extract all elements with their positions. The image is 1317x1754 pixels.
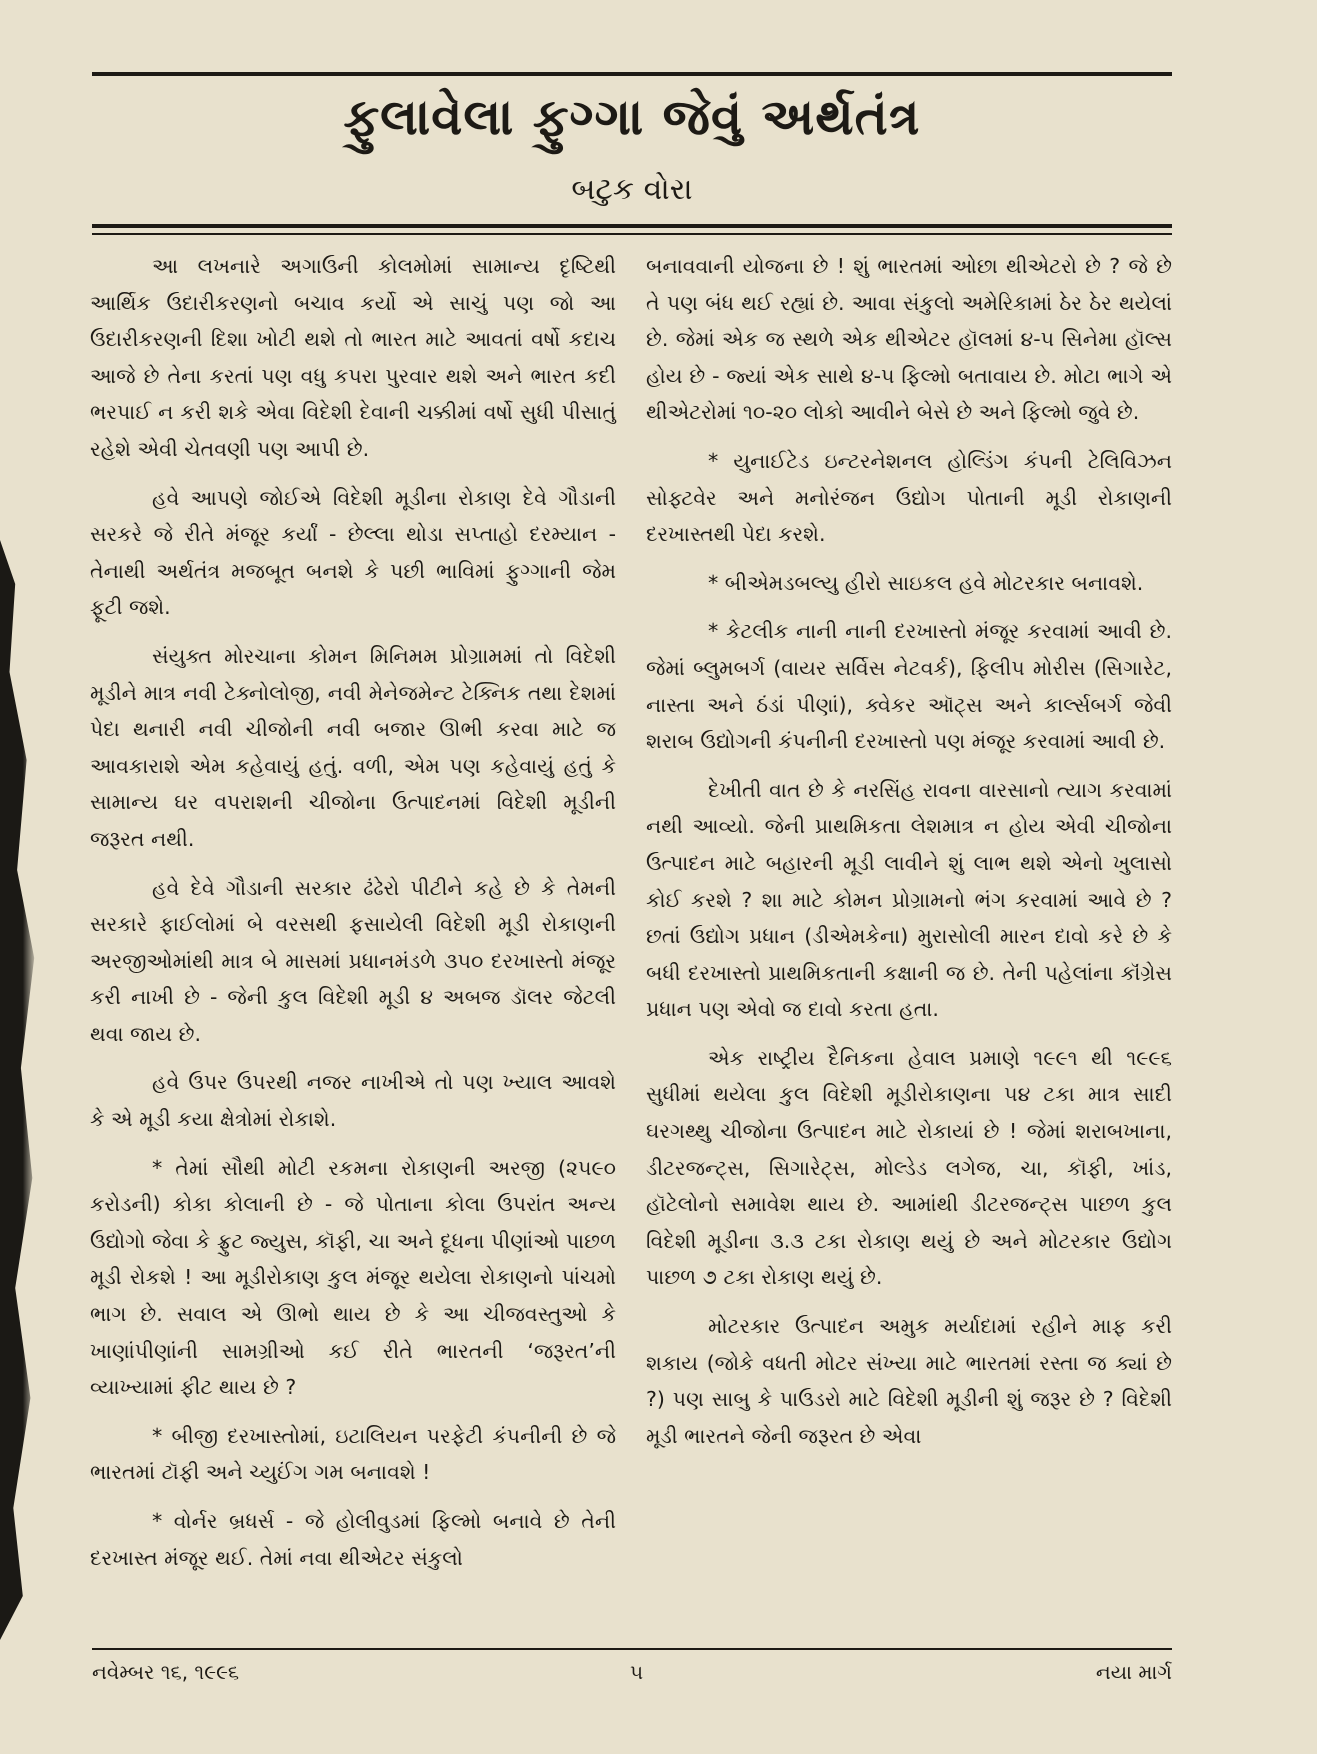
paragraph: * કેટલીક નાની નાની દરખાસ્તો મંજૂર કરવામાં આવી છે. જેમાં બ્લુમબર્ગ (વાયર સર્વિસ નેટવર્ક), ફિલીપ મોરીસ (સિગારેટ, નાસ્તા અને ઠંડાં પીણાં), ક્વેકર ઑટ્સ અને કાર્લ્સબર્ગ જેવી શરાબ ઉદ્યોગની કંપનીની દરખાસ્તો પણ મંજૂર કરવામાં આવી છે. [646,619,1172,754]
paragraph: બનાવવાની યોજના છે ! શું ભારતમાં ઓછા થીએટરો છે ? જે છે તે પણ બંધ થઈ રહ્યાં છે. આવા સંકુલો અમેરિકામાં ઠેર ઠેર થયેલાં છે. જેમાં એક જ સ્થળે એક થીએટર હૉલમાં ૪-૫ સિનેમા હૉલ્સ હોય છે - જ્યાં એક સાથે ૪-૫ ફિલ્મો બતાવાય છે. મોટા ભાગે એ થીએટરોમાં ૧૦-૨૦ લોકો આવીને બેસે છે અને ફિલ્મો જુવે છે. [646,254,1172,425]
paragraph: સંયુક્ત મોરચાના કોમન મિનિમમ પ્રોગ્રામમાં તો વિદેશી મૂડીને માત્ર નવી ટેક્નોલોજી, નવી મેનેજમેન્ટ ટેક્નિક તથા દેશમાં પેદા થનારી નવી ચીજોની નવી બજાર ઊભી કરવા માટે જ આવકારાશે એમ કહેવાયું હતું. વળી, એમ પણ કહેવાયું હતું કે સામાન્ય ઘર વપરાશની ચીજોના ઉત્પાદનમાં વિદેશી મૂડીની જરૂરત નથી. [90,643,616,851]
right-column [646,248,1172,1466]
page-number: ૫ [630,1660,644,1684]
top-rule [92,72,1172,76]
magazine-name: નયા માર્ગ [1095,1660,1172,1684]
paragraph: મોટરકાર ઉત્પાદન અમુક મર્યાદામાં રહીને માફ કરી શકાય (જોકે વધતી મોટર સંખ્યા માટે ભારતમાં રસ્તા જ ક્યાં છે ?) પણ સાબુ કે પાઉડરો માટે વિદેશી મૂડીની શું જરૂર છે ? વિદેશી મૂડી ભારતને જેની જરૂરત છે એવા [646,1314,1172,1448]
footer-date: નવેમ્બર ૧૬, ૧૯૯૬ [92,1660,240,1684]
article-title: ફુલાવેલા ફુગ્ગા જેવું અર્થતંત્ર [343,88,921,146]
left-column [90,248,616,1588]
paragraph: * બીએમડબલ્યુ હીરો સાઇકલ હવે મોટરકાર બનાવશે. [708,570,1144,595]
paragraph: * બીજી દરખાસ્તોમાં, ઇટાલિયન પરફેટી કંપનીની છે જે ભારતમાં ટૉફી અને ચ્યુઈંગ ગમ બનાવશે ! [90,1423,616,1485]
footer-rule [92,1648,1172,1650]
paragraph: * તેમાં સૌથી મોટી રકમના રોકાણની અરજી (૨૫૯૦ કરોડની) કોકા કોલાની છે - જે પોતાના કોલા ઉપરાંત અન્ય ઉદ્યોગો જેવા કે ફ્રુટ જ્યુસ, કૉફી, ચા અને દૂધના પીણાંઓ પાછળ મૂડી રોકશે ! આ મૂડીરોકાણ કુલ મંજૂર થયેલા રોકાણનો પાંચમો ભાગ છે. સવાલ એ ઊભો થાય છે કે આ ચીજવસ્તુઓ કે ખાણાંપીણાંની સામગ્રીઓ કઈ રીતે ભારતની ‘જરૂરત’ની વ્યાખ્યામાં ફીટ થાય છે ? [90,1155,616,1400]
paragraph: હવે દેવે ગૌડાની સરકાર ઢંઢેરો પીટીને કહે છે કે તેમની સરકારે ફાઈલોમાં બે વરસથી ફસાયેલી વિદેશી મૂડી રોકાણની અરજીઓમાંથી માત્ર બે માસમાં પ્રધાનમંડળે ૩૫૦ દરખાસ્તો મંજૂર કરી નાખી છે - જેની કુલ વિદેશી મૂડી ૪ અબજ ડૉલર જેટલી થવા જાય છે. [90,875,616,1046]
paragraph: * યુનાઈટેડ ઇન્ટરનેશનલ હોલ્ડિંગ કંપની ટેલિવિઝન સોફ્ટવેર અને મનોરંજન ઉદ્યોગ પોતાની મૂડી રોકાણની દરખાસ્તથી પેદા કરશે. [646,448,1172,547]
header-rule-thick [92,224,1172,228]
paragraph: એક રાષ્ટ્રીય દૈનિકના હેવાલ પ્રમાણે ૧૯૯૧ થી ૧૯૯૬ સુધીમાં થયેલા કુલ વિદેશી મૂડીરોકાણના ૫૪ ટકા માત્ર સાદી ઘરગથ્થુ ચીજોના ઉત્પાદન માટે રોકાયાં છે ! જેમાં શરાબખાના, ડીટરજન્ટ્સ, સિગારેટ્સ, મોલ્ડેડ લગેજ, ચા, કૉફી, ખાંડ, હૉટેલોનો સમાવેશ થાય છે. આમાંથી ડીટરજન્ટ્સ પાછળ કુલ વિદેશી મૂડીના ૩.૩ ટકા રોકાણ થયું છે અને મોટરકાર ઉદ્યોગ પાછળ ૭ ટકા રોકાણ થયું છે. [646,1045,1172,1290]
torn-page-edge [0,540,38,1640]
paragraph: આ લખનારે અગાઉની કોલમોમાં સામાન્ય દૃષ્ટિથી આર્થિક ઉદારીકરણનો બચાવ કર્યો એ સાચું પણ જો આ ઉદારીકરણની દિશા ખોટી થશે તો ભારત માટે આવતાં વર્ષો કદાચ આજે છે તેના કરતાં પણ વધુ કપરા પુરવાર થશે અને ભારત કદી ભરપાઈ ન કરી શકે એવા વિદેશી દેવાની ચક્કીમાં વર્ષો સુધી પીસાતું રહેશે એવી ચેતવણી પણ આપી છે. [90,254,616,461]
header-rule-thin [92,233,1172,235]
article-author: બટુક વોરા [571,172,693,207]
paragraph: હવે આપણે જોઈએ વિદેશી મૂડીના રોકાણ દેવે ગૌડાની સરકરે જે રીતે મંજૂર કર્યાં - છેલ્લા થોડા સપ્તાહો દરમ્યાન - તેનાથી અર્થતંત્ર મજબૂત બનશે કે પછી ભાવિમાં ફુગ્ગાની જેમ ફૂટી જશે. [90,485,616,620]
paragraph: હવે ઉપર ઉપરથી નજર નાખીએ તો પણ ખ્યાલ આવશે કે એ મૂડી કયા ક્ષેત્રોમાં રોકાશે. [90,1070,616,1132]
paragraph: દેખીતી વાત છે કે નરસિંહ રાવના વારસાનો ત્યાગ કરવામાં નથી આવ્યો. જેની પ્રાથમિકતા લેશમાત્ર ન હોય એવી ચીજોના ઉત્પાદન માટે બહારની મૂડી લાવીને શું લાભ થશે એનો ખુલાસો કોઈ કરશે ? શા માટે કોમન પ્રોગ્રામનો ભંગ કરવામાં આવે છે ? છતાં ઉદ્યોગ પ્રધાન (ડીએમકેના) મુરાસોલી મારન દાવો કરે છે કે બધી દરખાસ્તો પ્રાથમિકતાની કક્ષાની જ છે. તેની પહેલાંના કૉંગ્રેસ પ્રધાન પણ એવો જ દાવો કરતા હતા. [646,777,1172,1022]
paragraph: * વોર્નર બ્રધર્સ - જે હોલીવુડમાં ફિલ્મો બનાવે છે તેની દરખાસ્ત મંજૂર થઈ. તેમાં નવા થીએટર સંકુલો [90,1509,616,1570]
